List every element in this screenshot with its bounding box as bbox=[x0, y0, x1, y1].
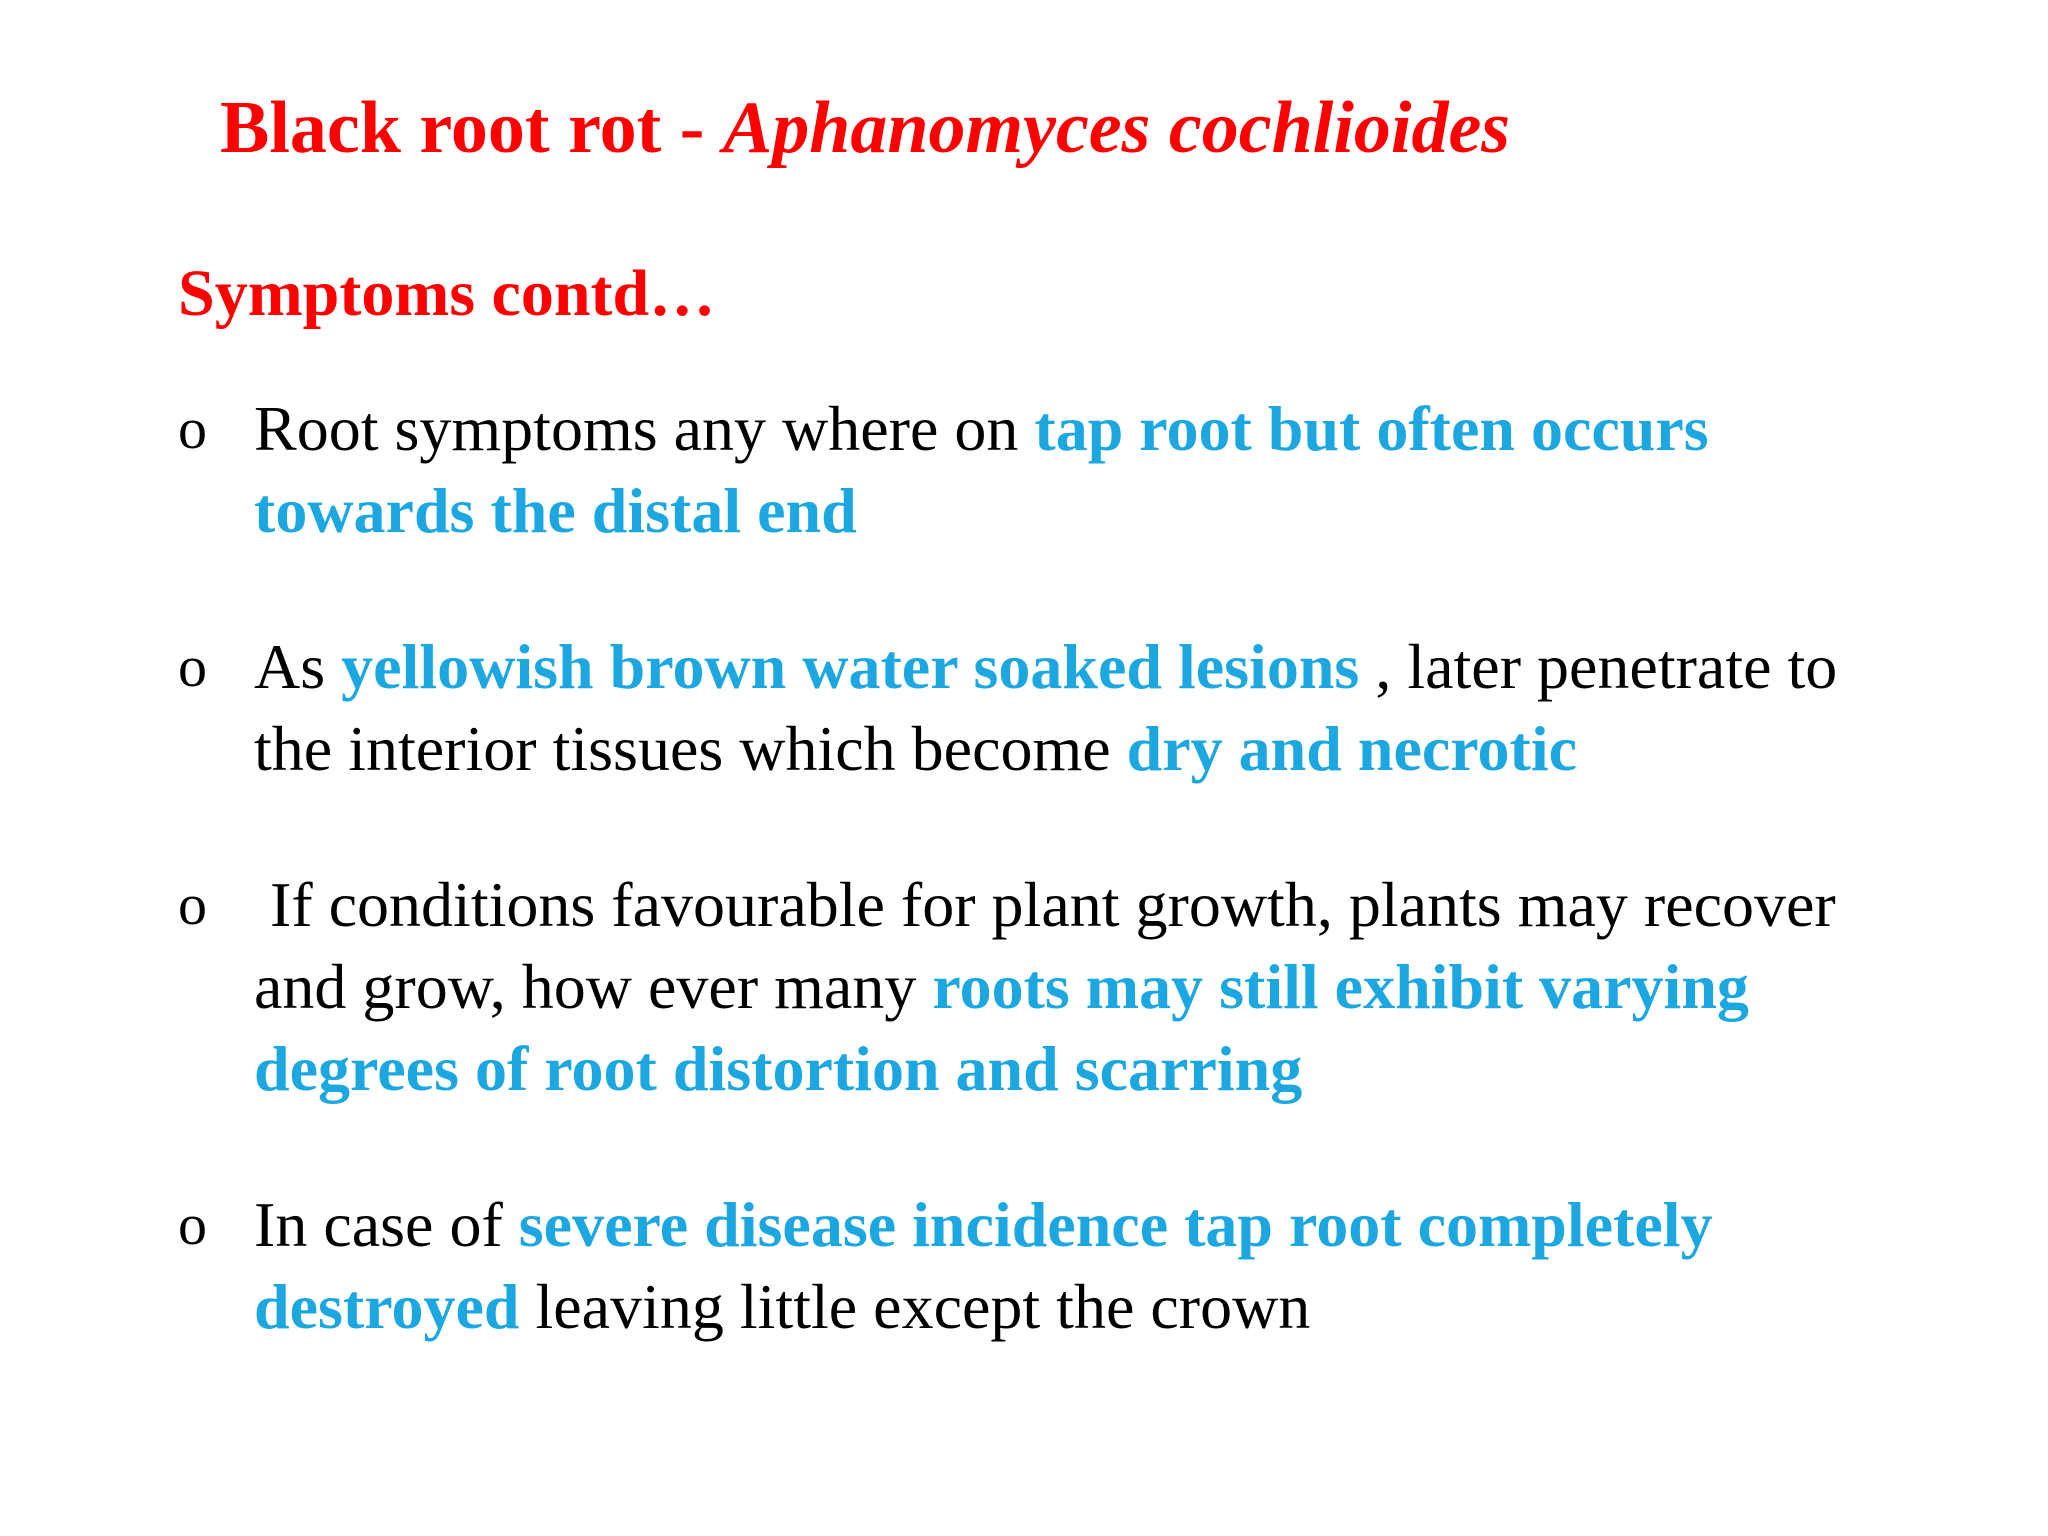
section-subtitle: Symptoms contd… bbox=[178, 257, 716, 330]
bullet-item bbox=[178, 626, 1918, 790]
bullet-marker-icon: o bbox=[178, 872, 207, 937]
bullet-item bbox=[178, 388, 1918, 552]
bullet-text: If conditions favourable for plant growth, plants may recover and grow, how ever many bbox=[254, 869, 1836, 1022]
bullet-marker-icon: o bbox=[178, 1192, 207, 1257]
bullet-highlight: severe disease incidence tap root completely destroyed bbox=[254, 1189, 1713, 1342]
bullet-marker-icon: o bbox=[178, 396, 207, 461]
bullet-text: , later penetrate to the interior tissues which become bbox=[254, 631, 1838, 784]
slide-title bbox=[220, 88, 1510, 169]
bullet-text: In case of bbox=[254, 1189, 519, 1260]
bullet-list bbox=[178, 388, 1918, 1348]
bullet-highlight: yellowish brown water soaked lesions bbox=[341, 631, 1360, 702]
title-species: Aphanomyces cochlioides bbox=[722, 87, 1511, 169]
bullet-highlight: dry and necrotic bbox=[1126, 713, 1577, 784]
bullet-marker-icon: o bbox=[178, 634, 207, 699]
bullet-highlight: tap root but often occurs towards the distal end bbox=[254, 393, 1709, 546]
bullet-item bbox=[178, 1184, 1918, 1348]
bullet-item bbox=[178, 864, 1918, 1110]
bullet-highlight: roots may still exhibit varying degrees of root distortion and scarring bbox=[254, 951, 1749, 1104]
title-main: Black root rot - bbox=[220, 87, 723, 169]
bullet-text: As bbox=[254, 631, 342, 702]
bullet-text: Root symptoms any where on bbox=[254, 393, 1035, 464]
bullet-text: leaving little except the crown bbox=[519, 1271, 1311, 1342]
